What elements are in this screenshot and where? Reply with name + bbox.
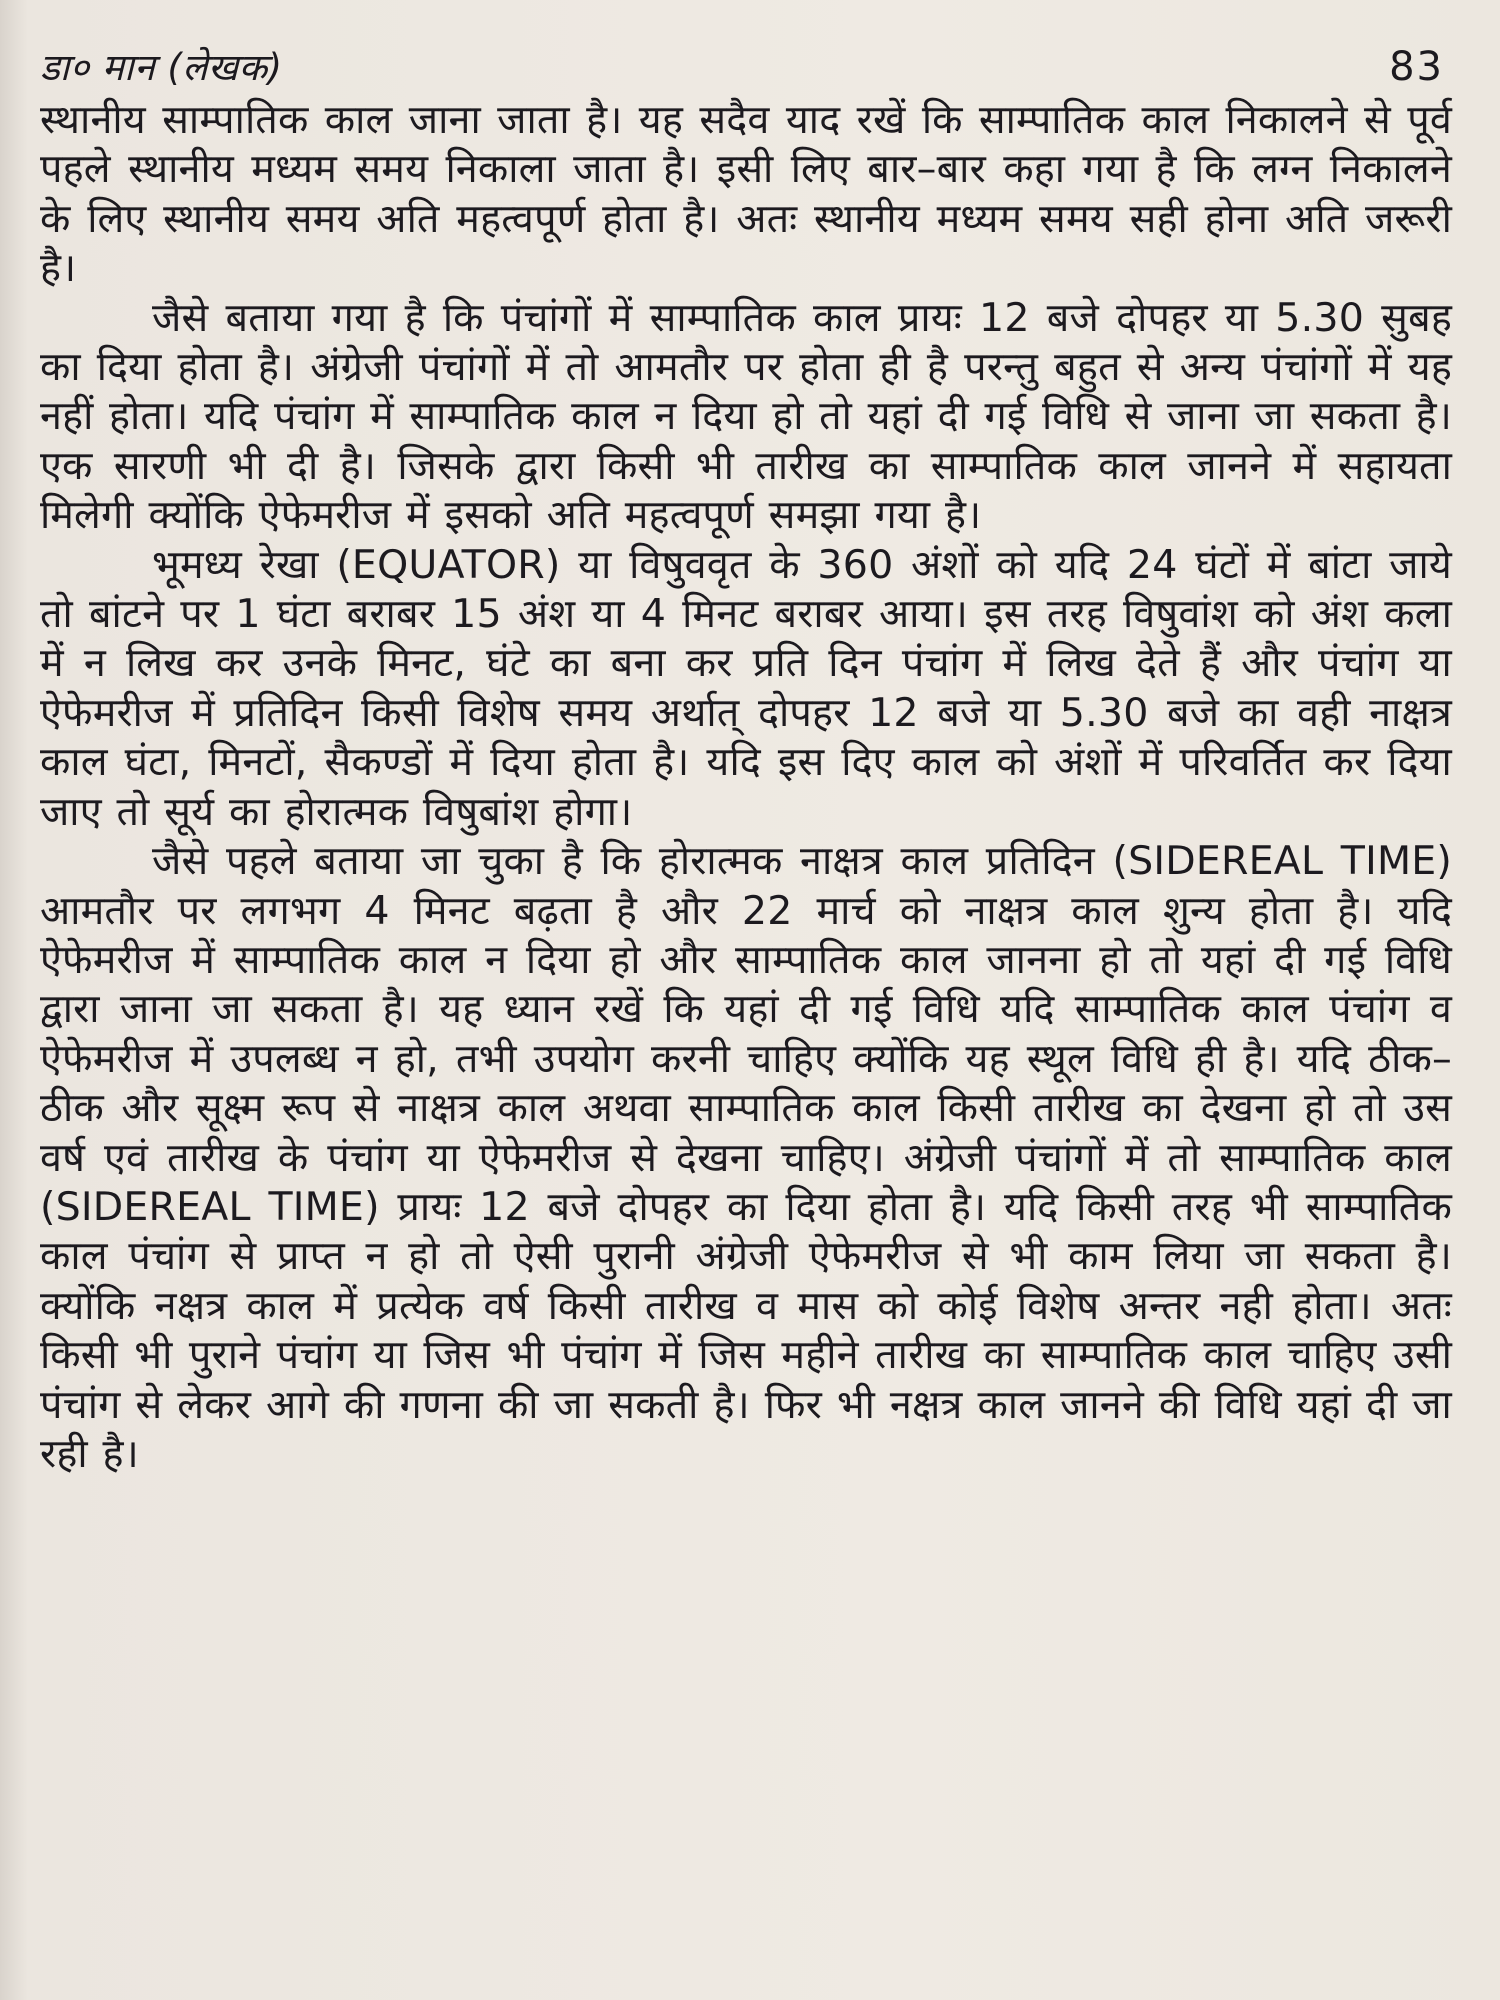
- page-body: [40, 96, 1452, 1479]
- paragraph-4: जैसे पहले बताया जा चुका है कि होरात्मक नाक्षत्र काल प्रतिदिन (SIDEREAL TIME) आमतौर पर लगभग 4 मिनट बढ़ता है और 22 मार्च को नाक्षत्र काल शुन्य होता है। यदि ऐफेमरीज में साम्पातिक काल न दिया हो और साम्पातिक काल जानना हो तो यहां दी गई विधि द्वारा जाना जा सकता है। यह ध्यान रखें कि यहां दी गई विधि यदि साम्पातिक काल पंचांग व ऐफेमरीज में उपलब्ध न हो, तभी उपयोग करनी चाहिए क्योंकि यह स्थूल विधि ही है। यदि ठीक–ठीक और सूक्ष्म रूप से नाक्षत्र काल अथवा साम्पातिक काल किसी तारीख का देखना हो तो उस वर्ष एवं तारीख के पंचांग या ऐफेमरीज से देखना चाहिए। अंग्रेजी पंचांगों में तो साम्पातिक काल (SIDEREAL TIME) प्रायः 12 बजे दोपहर का दिया होता है। यदि किसी तरह भी साम्पातिक काल पंचांग से प्राप्त न हो तो ऐसी पुरानी अंग्रेजी ऐफेमरीज से भी काम लिया जा सकता है। क्योंकि नक्षत्र काल में प्रत्येक वर्ष किसी तारीख व मास को कोई विशेष अन्तर नही होता। अतः किसी भी पुराने पंचांग या जिस भी पंचांग में जिस महीने तारीख का साम्पातिक काल चाहिए उसी पंचांग से लेकर आगे की गणना की जा सकती है। फिर भी नक्षत्र काल जानने की विधि यहां दी जा रही है।: [40, 838, 1452, 1477]
- page-header: [40, 38, 1452, 96]
- page-number: 83: [1389, 44, 1444, 90]
- paragraph-3: भूमध्य रेखा (EQUATOR) या विषुववृत के 360 अंशों को यदि 24 घंटों में बांटा जाये तो बांटने पर 1 घंटा बराबर 15 अंश या 4 मिनट बराबर आया। इस तरह विषुवांश को अंश कला में न लिख कर उनके मिनट, घंटे का बना कर प्रति दिन पंचांग में लिख देते हैं और पंचांग या ऐफेमरीज में प्रतिदिन किसी विशेष समय अर्थात् दोपहर 12 बजे या 5.30 बजे का वही नाक्षत्र काल घंटा, मिनटों, सैकण्डों में दिया होता है। यदि इस दिए काल को अंशों में परिवर्तित कर दिया जाए तो सूर्य का होरात्मक विषुबांश होगा।: [40, 541, 1452, 835]
- paragraph-1: स्थानीय साम्पातिक काल जाना जाता है। यह सदैव याद रखें कि साम्पातिक काल निकालने से पूर्व पहले स्थानीय मध्यम समय निकाला जाता है। इसी लिए बार–बार कहा गया है कि लग्न निकालने के लिए स्थानीय समय अति महत्वपूर्ण होता है। अतः स्थानीय मध्यम समय सही होना अति जरूरी है।: [40, 97, 1452, 292]
- running-head-author: डा० मान (लेखक): [40, 46, 283, 89]
- paragraph-2: जैसे बताया गया है कि पंचांगों में साम्पातिक काल प्रायः 12 बजे दोपहर या 5.30 सुबह का दिया होता है। अंग्रेजी पंचांगों में तो आमतौर पर होता ही है परन्तु बहुत से अन्य पंचांगों में यह नहीं होता। यदि पंचांग में साम्पातिक काल न दिया हो तो यहां दी गई विधि से जाना जा सकता है। एक सारणी भी दी है। जिसके द्वारा किसी भी तारीख का साम्पातिक काल जानने में सहायता मिलेगी क्योंकि ऐफेमरीज में इसको अति महत्वपूर्ण समझा गया है।: [40, 294, 1452, 539]
